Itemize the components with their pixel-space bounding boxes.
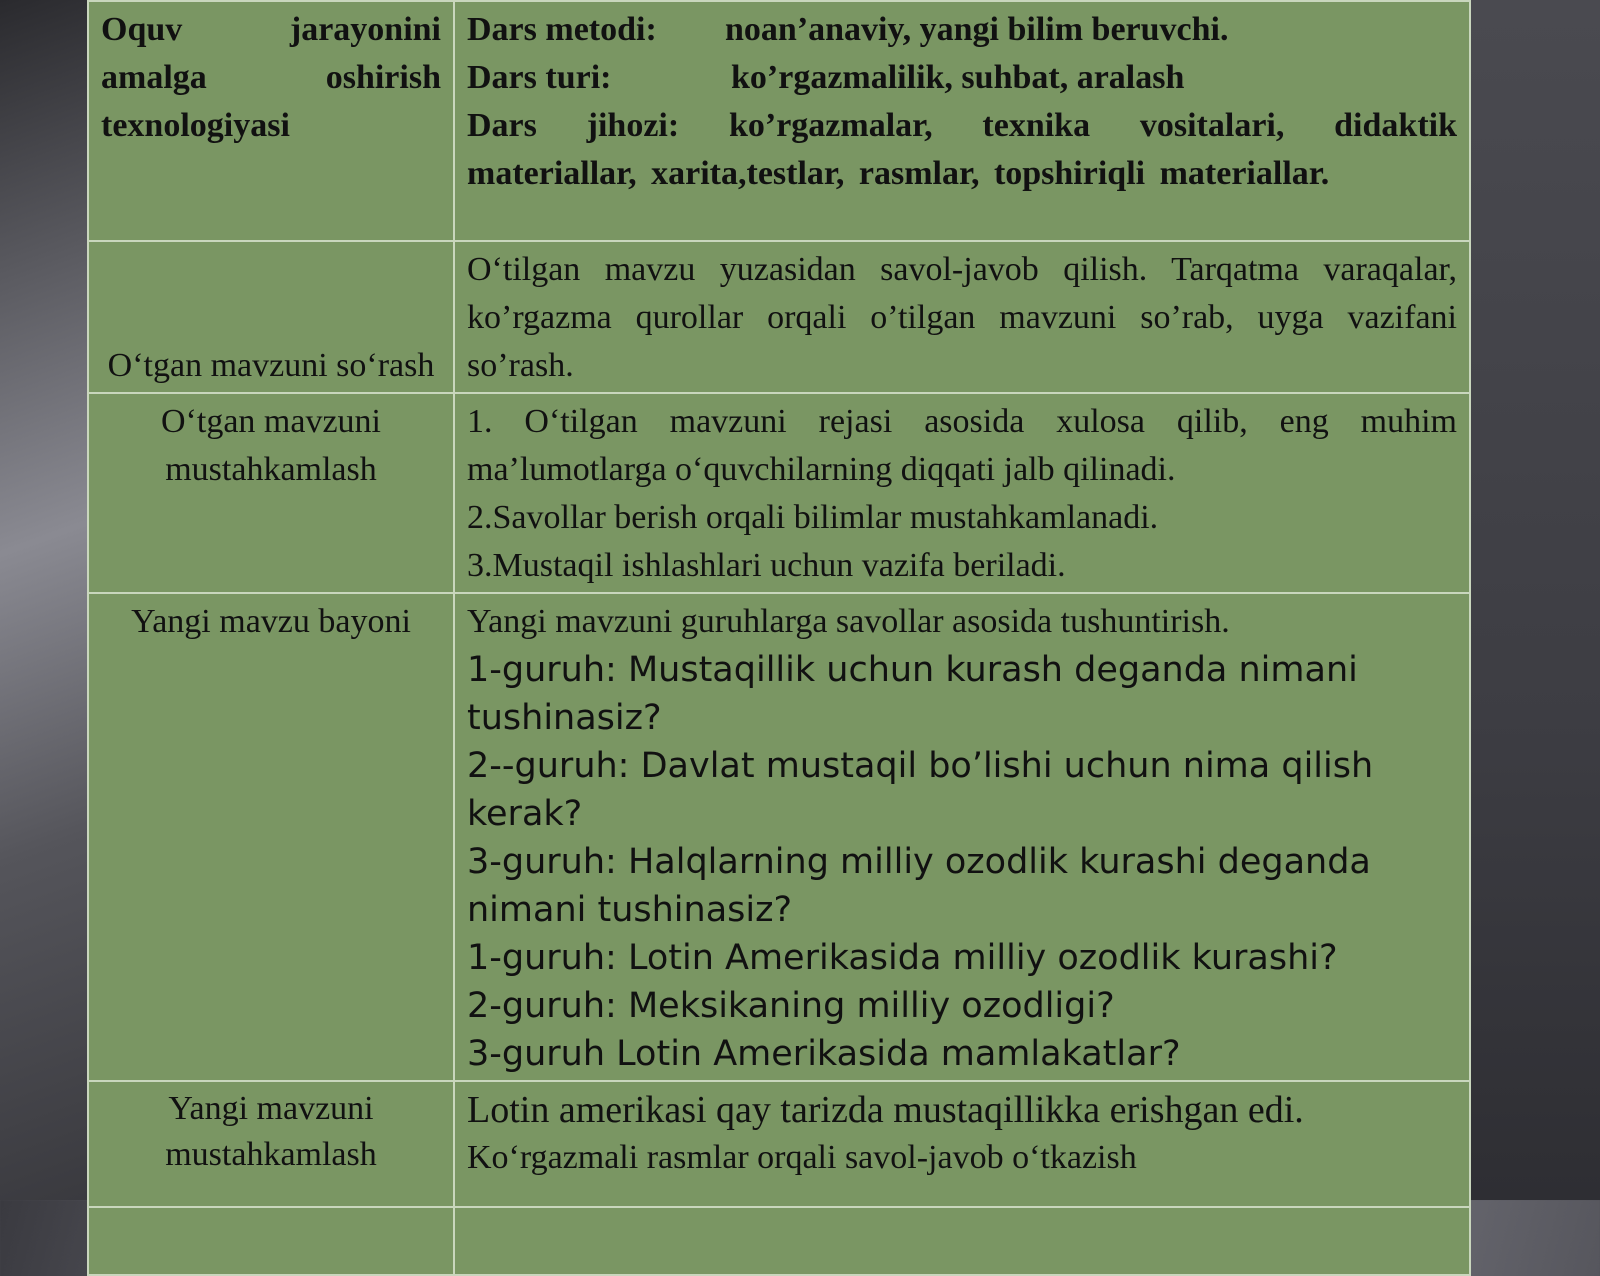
- lesson-plan-table: [87, 0, 1471, 1276]
- consolidation-item-1: 1. O‘tilgan mavzuni rejasi asosida xulosa qilib, eng muhim ma’lumotlarga o‘quvchilarning diqqati jalb qilinadi.: [467, 403, 1457, 488]
- table-row-technology: [88, 1, 1470, 241]
- table-row-cut-off: [88, 1207, 1470, 1275]
- group-question-4: 1-guruh: Lotin Amerikasida milliy ozodlik kurashi?: [467, 938, 1338, 978]
- review-label: O‘tgan mavzuni so‘rash: [88, 241, 454, 393]
- slide-background-right: [1470, 0, 1600, 1200]
- method-value: noan’anaviy, yangi bilim beruvchi.: [725, 11, 1229, 48]
- type-label: Dars turi:: [467, 59, 612, 96]
- consolidation-items: [454, 393, 1470, 593]
- cut-off-cell-right: [454, 1207, 1470, 1275]
- consolidation-item-3: 3.Mustaqil ishlashlari uchun vazifa beriladi.: [467, 547, 1066, 584]
- group-question-3: 3-guruh: Halqlarning milliy ozodlik kurashi deganda nimani tushinasiz?: [467, 842, 1371, 930]
- table-row-new-topic: [88, 593, 1470, 1081]
- method-label: Dars metodi:: [467, 11, 657, 48]
- table-row-review: [88, 241, 1470, 393]
- new-topic-content: [454, 593, 1470, 1081]
- new-consolidation-content: [454, 1081, 1470, 1207]
- equipment-label: Dars jihozi:: [467, 107, 680, 144]
- equipment-value: ko’rgazmalar, texnika vositalari, didaktik materiallar, xarita,testlar, rasmlar, topshiriqli materiallar.: [467, 107, 1457, 192]
- group-question-2: 2--guruh: Davlat mustaqil bo’lishi uchun nima qilish kerak?: [467, 746, 1374, 834]
- slide-background-left: [0, 0, 88, 1200]
- group-question-6: 3-guruh Lotin Amerikasida mamlakatlar?: [467, 1034, 1181, 1074]
- consolidation-item-2: 2.Savollar berish orqali bilimlar mustahkamlanadi.: [467, 499, 1159, 536]
- group-question-1: 1-guruh: Mustaqillik uchun kurash deganda nimani tushinasiz?: [467, 650, 1358, 738]
- group-question-5: 2-guruh: Meksikaning milliy ozodligi?: [467, 986, 1115, 1026]
- new-consolidation-line-1: Lotin amerikasi qay tarizda mustaqillikka erishgan edi.: [467, 1089, 1304, 1131]
- new-topic-intro: Yangi mavzuni guruhlarga savollar asosida tushuntirish.: [467, 603, 1230, 640]
- technology-label: Oquv jarayonini amalga oshirish texnologiyasi: [88, 1, 454, 241]
- new-topic-label: Yangi mavzu bayoni: [88, 593, 454, 1081]
- new-consolidation-label: Yangi mavzuni mustahkamlash: [88, 1081, 454, 1207]
- consolidation-label: O‘tgan mavzuni mustahkamlash: [88, 393, 454, 593]
- table-row-consolidation: [88, 393, 1470, 593]
- cut-off-cell-left: [88, 1207, 454, 1275]
- type-value: ko’rgazmalilik, suhbat, aralash: [731, 59, 1185, 96]
- table-row-new-consolidation: [88, 1081, 1470, 1207]
- new-consolidation-line-2: Ko‘rgazmali rasmlar orqali savol-javob o‘tkazish: [467, 1139, 1137, 1176]
- technology-details: [454, 1, 1470, 241]
- review-text: O‘tilgan mavzu yuzasidan savol-javob qilish. Tarqatma varaqalar, ko’rgazma qurollar orqali o’tilgan mavzuni so’rab, uyga vazifani so’rash.: [454, 241, 1470, 393]
